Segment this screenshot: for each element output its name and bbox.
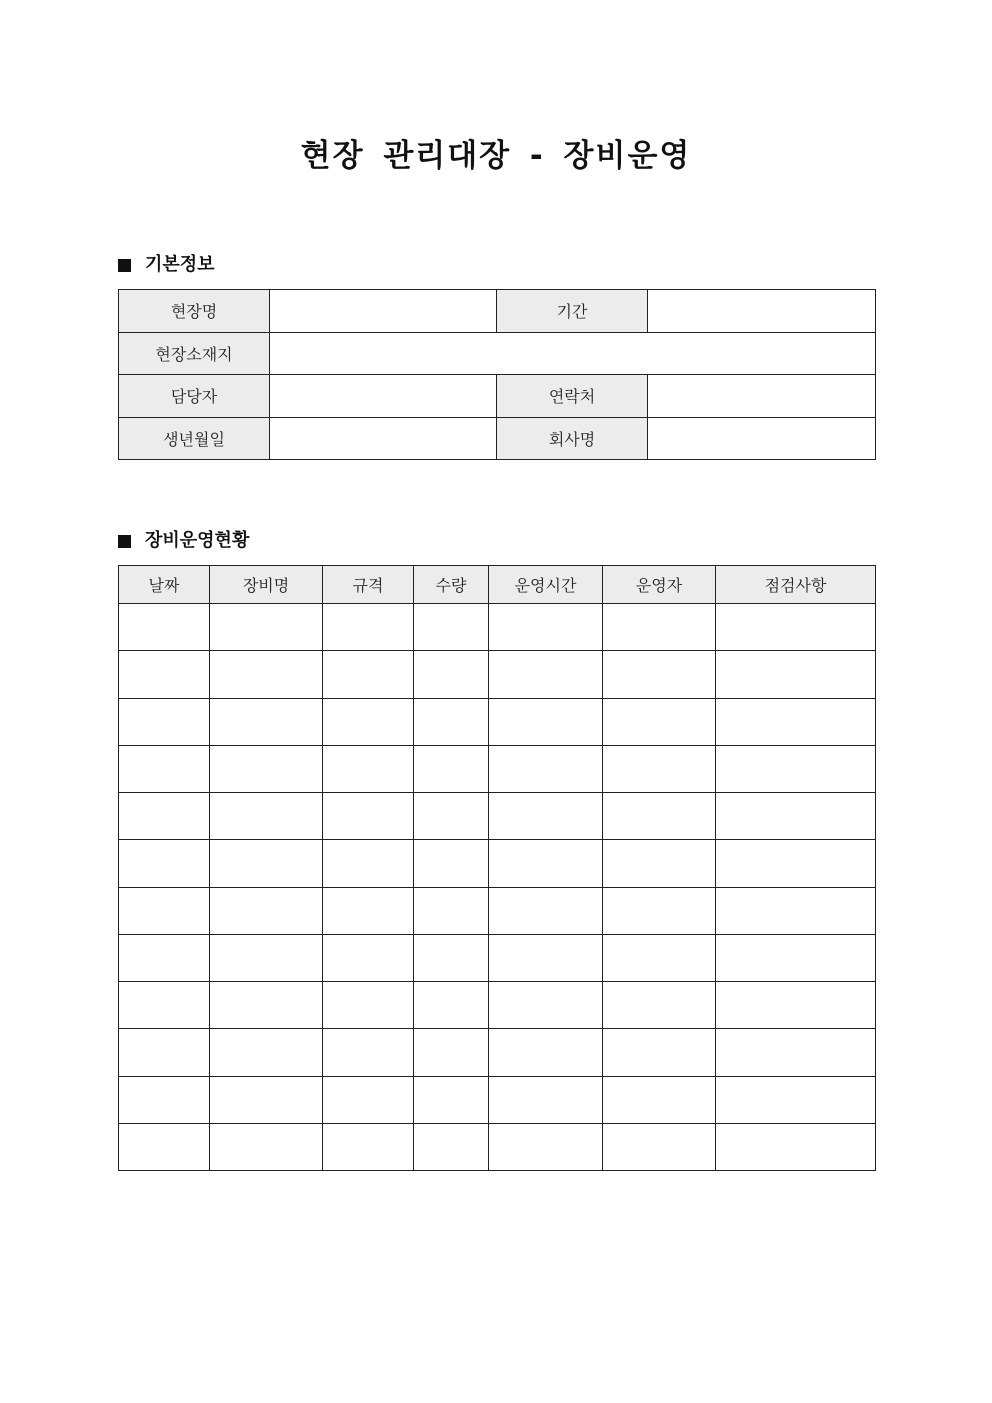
operating-hours-cell[interactable] [489, 698, 603, 745]
column-header-equipment-name: 장비명 [210, 566, 323, 604]
date-cell[interactable] [119, 651, 210, 698]
operator-cell[interactable] [603, 698, 716, 745]
table-row [119, 651, 876, 698]
basic-info-row [119, 375, 876, 418]
operating-hours-cell[interactable] [489, 745, 603, 792]
date-cell[interactable] [119, 1029, 210, 1076]
operator-cell[interactable] [603, 1123, 716, 1170]
operating-hours-cell[interactable] [489, 982, 603, 1029]
date-cell[interactable] [119, 698, 210, 745]
equipment-name-cell[interactable] [210, 604, 323, 651]
equipment-name-cell[interactable] [210, 1076, 323, 1123]
specification-cell[interactable] [323, 1076, 414, 1123]
equipment-name-cell[interactable] [210, 793, 323, 840]
date-cell[interactable] [119, 1123, 210, 1170]
date-cell[interactable] [119, 934, 210, 981]
quantity-cell[interactable] [414, 887, 489, 934]
operator-cell[interactable] [603, 1076, 716, 1123]
quantity-cell[interactable] [414, 698, 489, 745]
quantity-cell[interactable] [414, 651, 489, 698]
operator-cell[interactable] [603, 934, 716, 981]
table-row [119, 604, 876, 651]
operator-cell[interactable] [603, 604, 716, 651]
table-row [119, 982, 876, 1029]
table-row [119, 840, 876, 887]
period-label: 기간 [497, 290, 648, 333]
operating-hours-cell[interactable] [489, 887, 603, 934]
date-cell[interactable] [119, 745, 210, 792]
table-row [119, 934, 876, 981]
quantity-cell[interactable] [414, 1029, 489, 1076]
specification-cell[interactable] [323, 982, 414, 1029]
birth-date-label: 생년월일 [119, 417, 270, 460]
inspection-notes-cell[interactable] [716, 982, 876, 1029]
table-row [119, 745, 876, 792]
column-header-operator: 운영자 [603, 566, 716, 604]
equipment-name-cell[interactable] [210, 1123, 323, 1170]
site-address-label: 현장소재지 [119, 332, 270, 375]
equipment-table-body [119, 604, 876, 1171]
basic-info-row [119, 417, 876, 460]
inspection-notes-cell[interactable] [716, 651, 876, 698]
equipment-status-heading [118, 529, 249, 553]
quantity-cell[interactable] [414, 604, 489, 651]
specification-cell[interactable] [323, 651, 414, 698]
equipment-status-heading-text: 장비운영현황 [145, 530, 250, 551]
date-cell[interactable] [119, 840, 210, 887]
column-header-specification: 규격 [323, 566, 414, 604]
equipment-name-cell[interactable] [210, 651, 323, 698]
column-header-inspection-notes: 점검사항 [716, 566, 876, 604]
operating-hours-cell[interactable] [489, 840, 603, 887]
specification-cell[interactable] [323, 698, 414, 745]
operating-hours-cell[interactable] [489, 1076, 603, 1123]
operating-hours-cell[interactable] [489, 651, 603, 698]
specification-cell[interactable] [323, 745, 414, 792]
operator-cell[interactable] [603, 887, 716, 934]
basic-info-heading [118, 253, 215, 277]
inspection-notes-cell[interactable] [716, 745, 876, 792]
table-row [119, 887, 876, 934]
inspection-notes-cell[interactable] [716, 793, 876, 840]
date-cell[interactable] [119, 604, 210, 651]
operating-hours-cell[interactable] [489, 1029, 603, 1076]
quantity-cell[interactable] [414, 1123, 489, 1170]
manager-field[interactable] [270, 375, 497, 418]
column-header-quantity: 수량 [414, 566, 489, 604]
specification-cell[interactable] [323, 887, 414, 934]
table-row [119, 1123, 876, 1170]
operator-cell[interactable] [603, 1029, 716, 1076]
company-name-field[interactable] [648, 417, 876, 460]
site-address-field[interactable] [270, 332, 876, 375]
inspection-notes-cell[interactable] [716, 887, 876, 934]
basic-info-row [119, 290, 876, 333]
quantity-cell[interactable] [414, 982, 489, 1029]
operating-hours-cell[interactable] [489, 1123, 603, 1170]
operator-cell[interactable] [603, 982, 716, 1029]
equipment-status-table [118, 565, 876, 1171]
column-header-operating-hours: 운영시간 [489, 566, 603, 604]
period-field[interactable] [648, 290, 876, 333]
site-name-field[interactable] [270, 290, 497, 333]
inspection-notes-cell[interactable] [716, 1123, 876, 1170]
operating-hours-cell[interactable] [489, 604, 603, 651]
table-row [119, 1029, 876, 1076]
date-cell[interactable] [119, 887, 210, 934]
operator-cell[interactable] [603, 793, 716, 840]
specification-cell[interactable] [323, 793, 414, 840]
equipment-name-cell[interactable] [210, 698, 323, 745]
operator-cell[interactable] [603, 745, 716, 792]
inspection-notes-cell[interactable] [716, 934, 876, 981]
equipment-name-cell[interactable] [210, 745, 323, 792]
specification-cell[interactable] [323, 1123, 414, 1170]
equipment-header-row [119, 566, 876, 604]
equipment-name-cell[interactable] [210, 887, 323, 934]
square-bullet-icon [118, 535, 131, 548]
contact-field[interactable] [648, 375, 876, 418]
specification-cell[interactable] [323, 604, 414, 651]
quantity-cell[interactable] [414, 934, 489, 981]
basic-info-row [119, 332, 876, 375]
equipment-name-cell[interactable] [210, 1029, 323, 1076]
inspection-notes-cell[interactable] [716, 698, 876, 745]
operator-cell[interactable] [603, 651, 716, 698]
date-cell[interactable] [119, 1076, 210, 1123]
document-title: 현장 관리대장 - 장비운영 [300, 138, 692, 174]
inspection-notes-cell[interactable] [716, 1029, 876, 1076]
date-cell[interactable] [119, 982, 210, 1029]
manager-label: 담당자 [119, 375, 270, 418]
basic-info-heading-text: 기본정보 [145, 254, 215, 275]
contact-label: 연락처 [497, 375, 648, 418]
equipment-name-cell[interactable] [210, 982, 323, 1029]
birth-date-field[interactable] [270, 417, 497, 460]
column-header-date: 날짜 [119, 566, 210, 604]
date-cell[interactable] [119, 793, 210, 840]
inspection-notes-cell[interactable] [716, 604, 876, 651]
operating-hours-cell[interactable] [489, 934, 603, 981]
quantity-cell[interactable] [414, 1076, 489, 1123]
table-row [119, 793, 876, 840]
basic-info-table [118, 289, 876, 460]
inspection-notes-cell[interactable] [716, 840, 876, 887]
specification-cell[interactable] [323, 934, 414, 981]
site-name-label: 현장명 [119, 290, 270, 333]
operator-cell[interactable] [603, 840, 716, 887]
table-row [119, 698, 876, 745]
specification-cell[interactable] [323, 840, 414, 887]
quantity-cell[interactable] [414, 840, 489, 887]
square-bullet-icon [118, 259, 131, 272]
table-row [119, 1076, 876, 1123]
inspection-notes-cell[interactable] [716, 1076, 876, 1123]
quantity-cell[interactable] [414, 745, 489, 792]
equipment-name-cell[interactable] [210, 840, 323, 887]
company-name-label: 회사명 [497, 417, 648, 460]
operating-hours-cell[interactable] [489, 793, 603, 840]
specification-cell[interactable] [323, 1029, 414, 1076]
quantity-cell[interactable] [414, 793, 489, 840]
equipment-name-cell[interactable] [210, 934, 323, 981]
